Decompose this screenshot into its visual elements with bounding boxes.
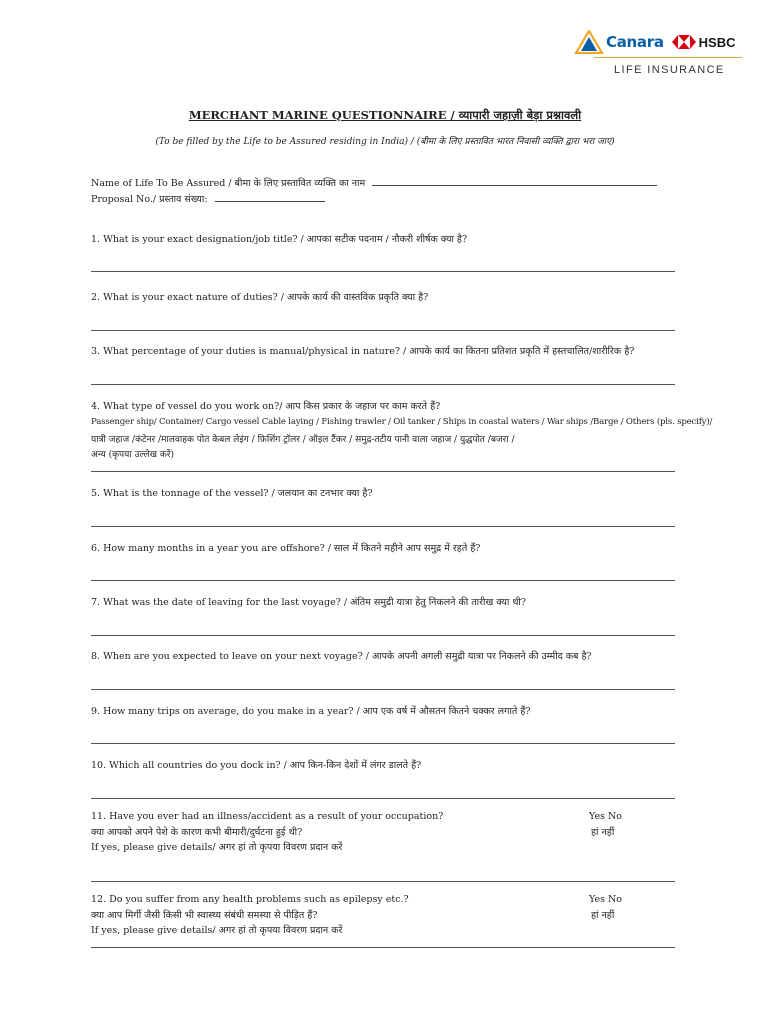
answer-line-12[interactable] <box>91 947 675 948</box>
question-11-hindi: क्या आपको अपने पेशे के कारण कभी बीमारी/दुर्घटना हुई थी? <box>91 827 303 838</box>
question-10: 10. Which all countries do you dock in? / आप किन-किन देशों में लंगर डालते हैं? <box>91 760 422 771</box>
question-12-hindi: क्या आप मिर्गी जैसी किसी भी स्वास्थ्य संबंधी समस्या से पीड़ित हैं? <box>91 910 318 921</box>
question-4-options-hi: यात्री जहाज /कंटेनर /मालवाहक पोत केबल लेइंग / फ़िशिंग ट्रॉलर / ऑइल टैंकर / समुद्र-तटीय पानी वाला जहाज / युद्धपोत /बजरा / <box>91 435 515 445</box>
proposal-field-row <box>91 192 325 205</box>
question-4-options-en: Passenger ship/ Container/ Cargo vessel Cable laying / Fishing trawler / Oil tanker / Ships in coastal waters / War ships /Barge / Others (pls. specify)/ <box>91 417 713 427</box>
canara-triangle-icon <box>574 30 604 54</box>
question-6: 6. How many months in a year you are offshore? / साल में कितने महीने आप समुद्र में रहते हैं? <box>91 543 481 554</box>
answer-line-8[interactable] <box>91 689 675 690</box>
question-12: 12. Do you suffer from any health problems such as epilepsy etc.? <box>91 894 409 905</box>
canara-hsbc-logo <box>574 24 744 80</box>
logo-tagline: LIFE INSURANCE <box>614 64 725 76</box>
question-2: 2. What is your exact nature of duties? / आपके कार्य की वास्तविक प्रकृति क्या है? <box>91 292 429 303</box>
question-1: 1. What is your exact designation/job title? / आपका सटीक पदनाम / नौकरी शीर्षक क्या है? <box>91 234 468 245</box>
answer-line-9[interactable] <box>91 743 675 744</box>
answer-line-6[interactable] <box>91 580 675 581</box>
hsbc-hexagon-icon <box>672 35 696 49</box>
answer-line-4[interactable] <box>91 471 675 472</box>
q11-yes-no[interactable]: Yes No <box>589 811 622 822</box>
answer-line-1[interactable] <box>91 271 675 272</box>
page-title: MERCHANT MARINE QUESTIONNAIRE / व्यापारी जहाज़ी बेड़ा प्रश्नावली <box>188 108 582 122</box>
question-3: 3. What percentage of your duties is manual/physical in nature? / आपके कार्य का कितना प्रतिशत प्रकृति में हस्तचालित/शारीरिक है? <box>91 346 635 357</box>
answer-line-7[interactable] <box>91 635 675 636</box>
question-11: 11. Have you ever had an illness/accident as a result of your occupation? <box>91 811 444 822</box>
question-9: 9. How many trips on average, do you make in a year? / आप एक वर्ष में औसतन कितने चक्कर लगाते हैं? <box>91 706 531 717</box>
answer-line-3[interactable] <box>91 384 675 385</box>
question-7: 7. What was the date of leaving for the last voyage? / अंतिम समुद्री यात्रा हेतु निकलने की तारीख क्या थी? <box>91 597 526 608</box>
answer-line-11[interactable] <box>91 881 675 882</box>
q12-yes-no-hindi[interactable]: हां नहीं <box>591 910 615 921</box>
question-8: 8. When are you expected to leave on your next voyage? / आपके अपनी अगली समुद्री यात्रा पर निकलने की उम्मीद कब है? <box>91 651 592 662</box>
name-field-row <box>91 176 657 189</box>
question-4-options-hi-other: अन्य (कृपया उल्लेख करें) <box>91 450 174 460</box>
hsbc-wordmark: HSBC <box>698 34 736 50</box>
page-subtitle: (To be filled by the Life to be Assured residing in India) / (बीमा के लिए प्रस्तावित भारत निवासी व्यक्ति द्वारा भरा जाए) <box>155 137 615 147</box>
answer-line-10[interactable] <box>91 798 675 799</box>
proposal-input-line[interactable] <box>215 192 325 202</box>
q11-yes-no-hindi[interactable]: हां नहीं <box>591 827 615 838</box>
answer-line-2[interactable] <box>91 330 675 331</box>
question-4: 4. What type of vessel do you work on?/ आप किस प्रकार के जहाज पर काम करते हैं? <box>91 401 441 412</box>
q12-yes-no[interactable]: Yes No <box>589 894 622 905</box>
name-label: Name of Life To Be Assured / बीमा के लिए प्रस्तावित व्यक्ति का नाम <box>91 178 366 189</box>
answer-line-5[interactable] <box>91 526 675 527</box>
logo-divider <box>594 57 742 58</box>
proposal-label: Proposal No./ प्रस्ताव संख्या: <box>91 194 208 205</box>
question-11-details: If yes, please give details/ अगर हां तो कृपया विवरण प्रदान करें <box>91 842 343 853</box>
question-12-details: If yes, please give details/ अगर हां तो कृपया विवरण प्रदान करें <box>91 925 343 936</box>
name-input-line[interactable] <box>372 176 657 186</box>
question-5: 5. What is the tonnage of the vessel? / जलयान का टनभार क्या है? <box>91 488 373 499</box>
canara-wordmark: Canara <box>606 33 664 51</box>
